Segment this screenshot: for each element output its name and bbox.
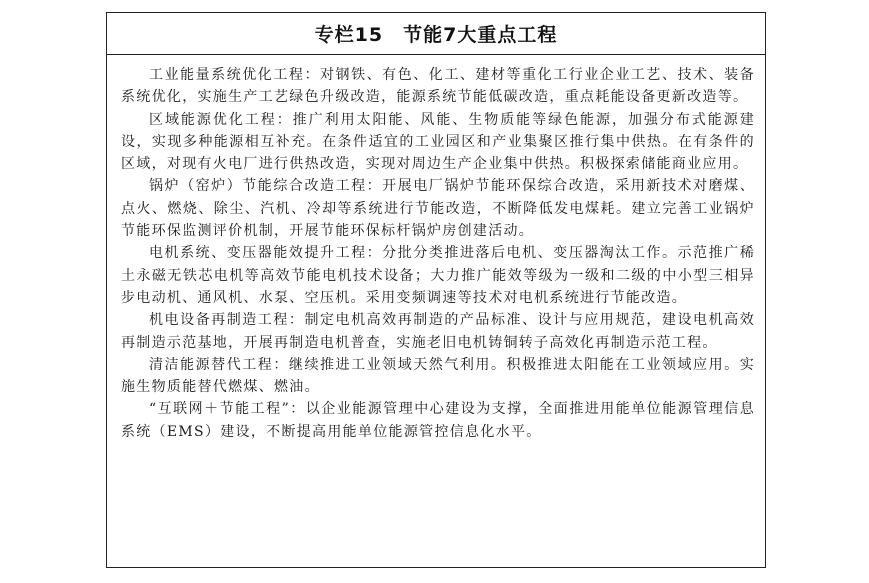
- paragraph-boiler-kiln: 锅炉（窑炉）节能综合改造工程：开展电厂锅炉节能环保综合改造，采用新技术对磨煤、点火、燃烧、除尘、汽机、冷却等系统进行节能改造，不断降低发电煤耗。建立完善工业锅炉节能环保监测评价机制，开展节能环保标杆锅炉房创建活动。: [121, 178, 755, 240]
- paragraph-regional-energy: 区域能源优化工程：推广利用太阳能、风能、生物质能等绿色能源，加强分布式能源建设，实现多种能源相互补充。在条件适宜的工业园区和产业集聚区推行集中供热。在有条件的区域，对现有火电厂进行供热改造，实现对周边生产企业集中供热。积极探索储能商业应用。: [121, 111, 755, 173]
- box-content: [121, 64, 755, 443]
- feature-box: [106, 12, 766, 568]
- paragraph-clean-energy: 清洁能源替代工程：继续推进工业领域天然气利用。积极推进太阳能在工业领域应用。实施生物质能替代燃煤、燃油。: [121, 356, 755, 396]
- title-row: [107, 13, 765, 55]
- paragraph-remanufacturing: 机电设备再制造工程：制定电机高效再制造的产品标准、设计与应用规范，建设电机高效再制造示范基地，开展再制造电机普查，实施老旧电机铸铜转子高效化再制造示范工程。: [121, 312, 755, 351]
- paragraph-internet-plus: “互联网＋节能工程”：以企业能源管理中心建设为支撑，全面推进用能单位能源管理信息系统（EMS）建设，不断提高用能单位能源管控信息化水平。: [121, 401, 755, 440]
- paragraph-motor-transformer: 电机系统、变压器能效提升工程：分批分类推进落后电机、变压器淘汰工作。示范推广稀土永磁无铁芯电机等高效节能电机技术设备；大力推广能效等级为一级和二级的中小型三相异步电动机、通风机、水泵、空压机。采用变频调速等技术对电机系统进行节能改造。: [121, 245, 755, 306]
- box-title: 专栏15 节能7大重点工程: [314, 24, 558, 46]
- paragraph-industrial-energy-system: 工业能量系统优化工程：对钢铁、有色、化工、建材等重化工行业企业工艺、技术、装备系统优化，实施生产工艺绿色升级改造，能源系统节能低碳改造，重点耗能设备更新改造等。: [121, 67, 755, 106]
